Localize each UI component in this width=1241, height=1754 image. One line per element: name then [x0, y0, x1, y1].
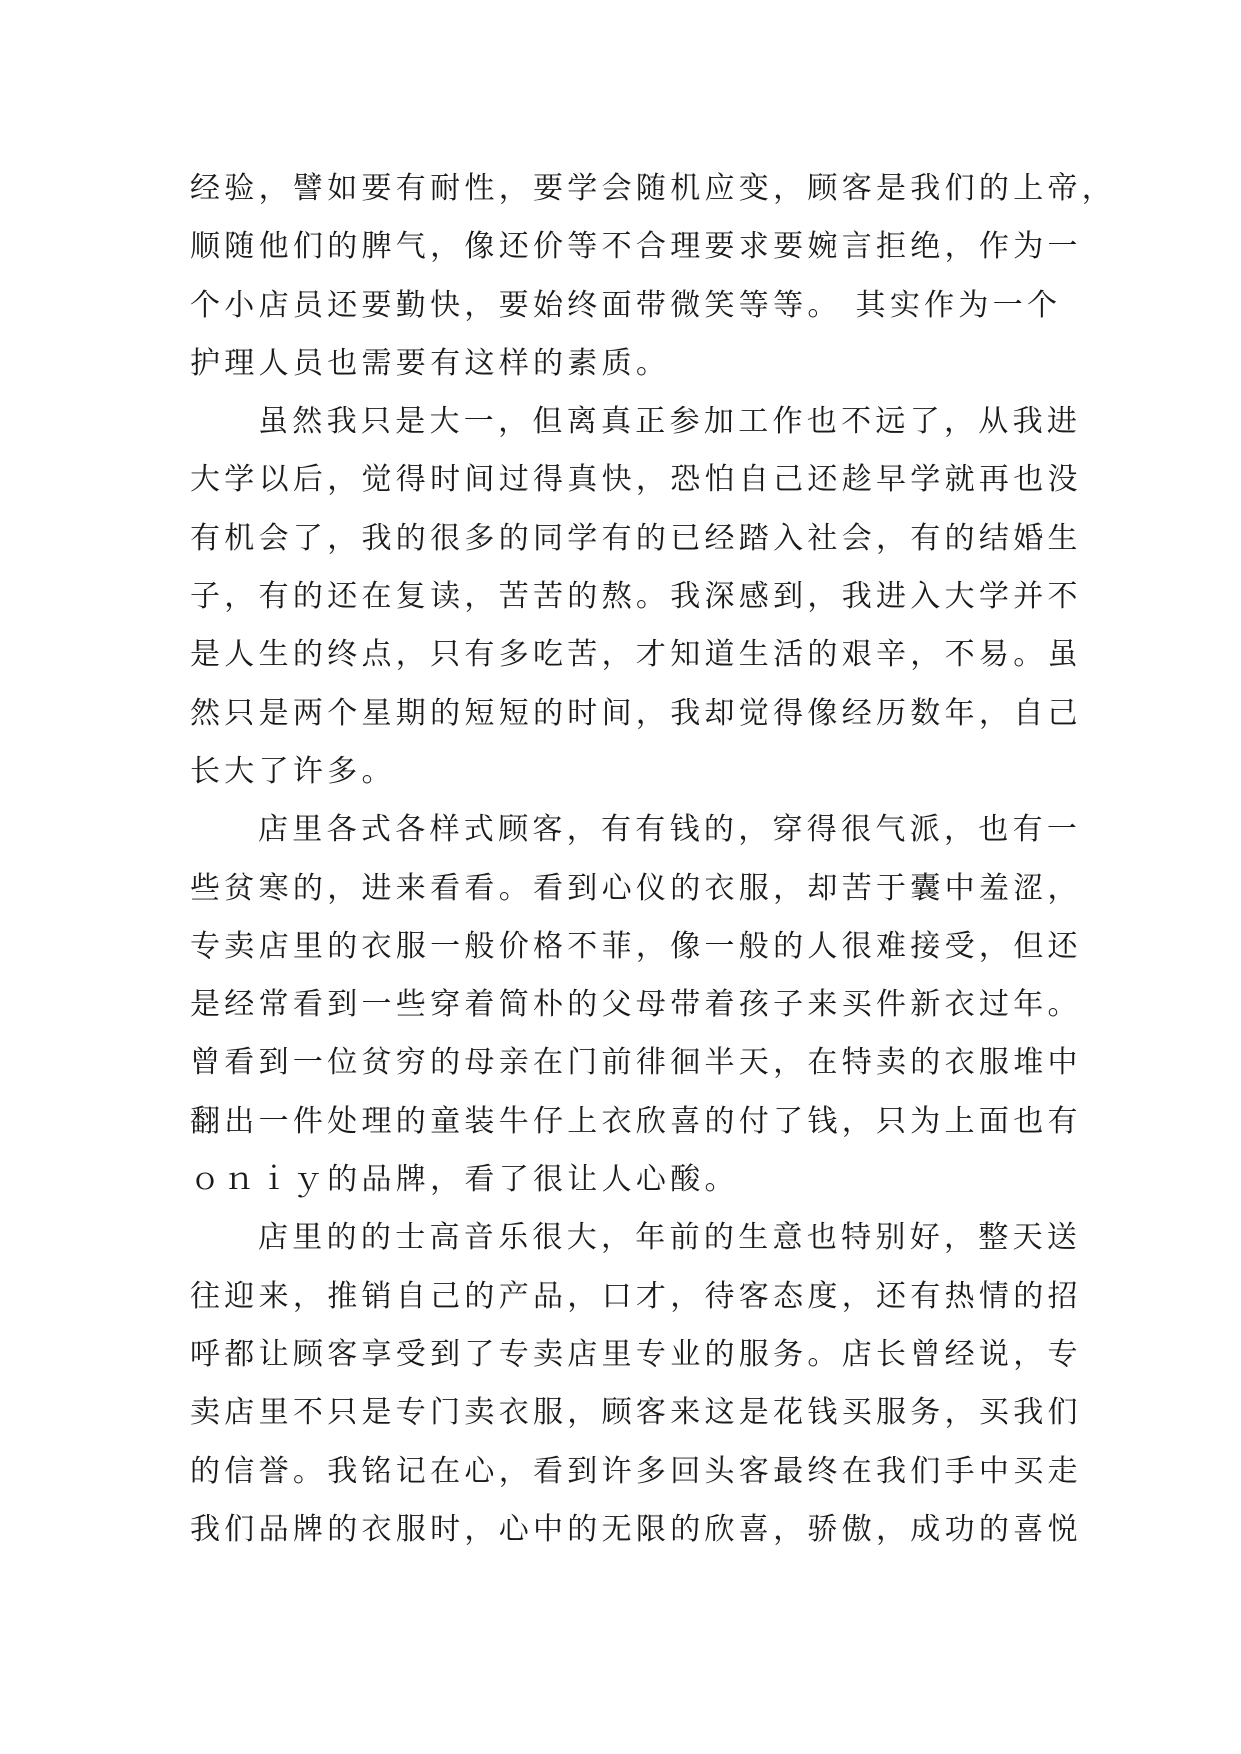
text-line: 虽然我只是大一，但离真正参加工作也不远了，从我进 — [258, 404, 1082, 440]
text-line: 有机会了，我的很多的同学有的已经踏入社会，有的结婚生 — [190, 520, 1082, 556]
paragraph-1 — [190, 160, 1117, 393]
text-line: 是经常看到一些穿着简朴的父母带着孩子来买件新衣过年。 — [190, 987, 1082, 1023]
text-line: 个小店员还要勤快，要始终面带微笑等等。 其实作为一个 — [190, 287, 1062, 323]
text-line: 然只是两个星期的短短的时间，我却觉得像经历数年，自己 — [190, 695, 1082, 731]
text-line: 经验，譬如要有耐性，要学会随机应变，顾客是我们的上帝， — [190, 171, 1117, 206]
text-line: 卖店里不只是专门卖衣服，顾客来这是花钱买服务，买我们 — [190, 1395, 1082, 1431]
text-line: 曾看到一位贫穷的母亲在门前徘徊半天，在特卖的衣服堆中 — [190, 1045, 1082, 1081]
text-line: 长大了许多。 — [190, 753, 396, 789]
text-line: 护理人员也需要有这样的素质。 — [190, 345, 671, 381]
text-line: 我们品牌的衣服时，心中的无限的欣喜，骄傲，成功的喜悦 — [190, 1511, 1082, 1547]
text-line: 翻出一件处理的童装牛仔上衣欣喜的付了钱，只为上面也有 — [190, 1103, 1082, 1139]
paragraph-4 — [190, 1209, 1082, 1559]
paragraph-2 — [190, 393, 1082, 801]
text-line: 些贫寒的，进来看看。看到心仪的衣服，却苦于囊中羞涩， — [190, 870, 1082, 906]
text-line: 顺随他们的脾气，像还价等不合理要求要婉言拒绝，作为一 — [190, 229, 1082, 265]
text-line: 的信誉。我铭记在心，看到许多回头客最终在我们手中买走 — [190, 1453, 1082, 1489]
text-line: 子，有的还在复读，苦苦的熬。我深感到，我进入大学并不 — [190, 579, 1082, 615]
text-line: 大学以后，觉得时间过得真快，恐怕自己还趁早学就再也没 — [190, 462, 1082, 498]
text-line: 往迎来，推销自己的产品，口才，待客态度，还有热情的招 — [190, 1278, 1082, 1314]
paragraph-3 — [190, 801, 1082, 1209]
text-line: 是人生的终点，只有多吃苦，才知道生活的艰辛，不易。虽 — [190, 637, 1082, 673]
text-line: 专卖店里的衣服一般价格不菲，像一般的人很难接受，但还 — [190, 928, 1082, 964]
text-line: ｏｎｉｙ的品牌，看了很让人心酸。 — [190, 1162, 739, 1198]
text-line: 店里各式各样式顾客，有有钱的，穿得很气派，也有一 — [258, 812, 1082, 848]
text-line: 呼都让顾客享受到了专卖店里专业的服务。店长曾经说，专 — [190, 1336, 1082, 1372]
text-line: 店里的的士高音乐很大，年前的生意也特别好，整天送 — [258, 1220, 1082, 1256]
document-body — [190, 160, 1117, 1559]
